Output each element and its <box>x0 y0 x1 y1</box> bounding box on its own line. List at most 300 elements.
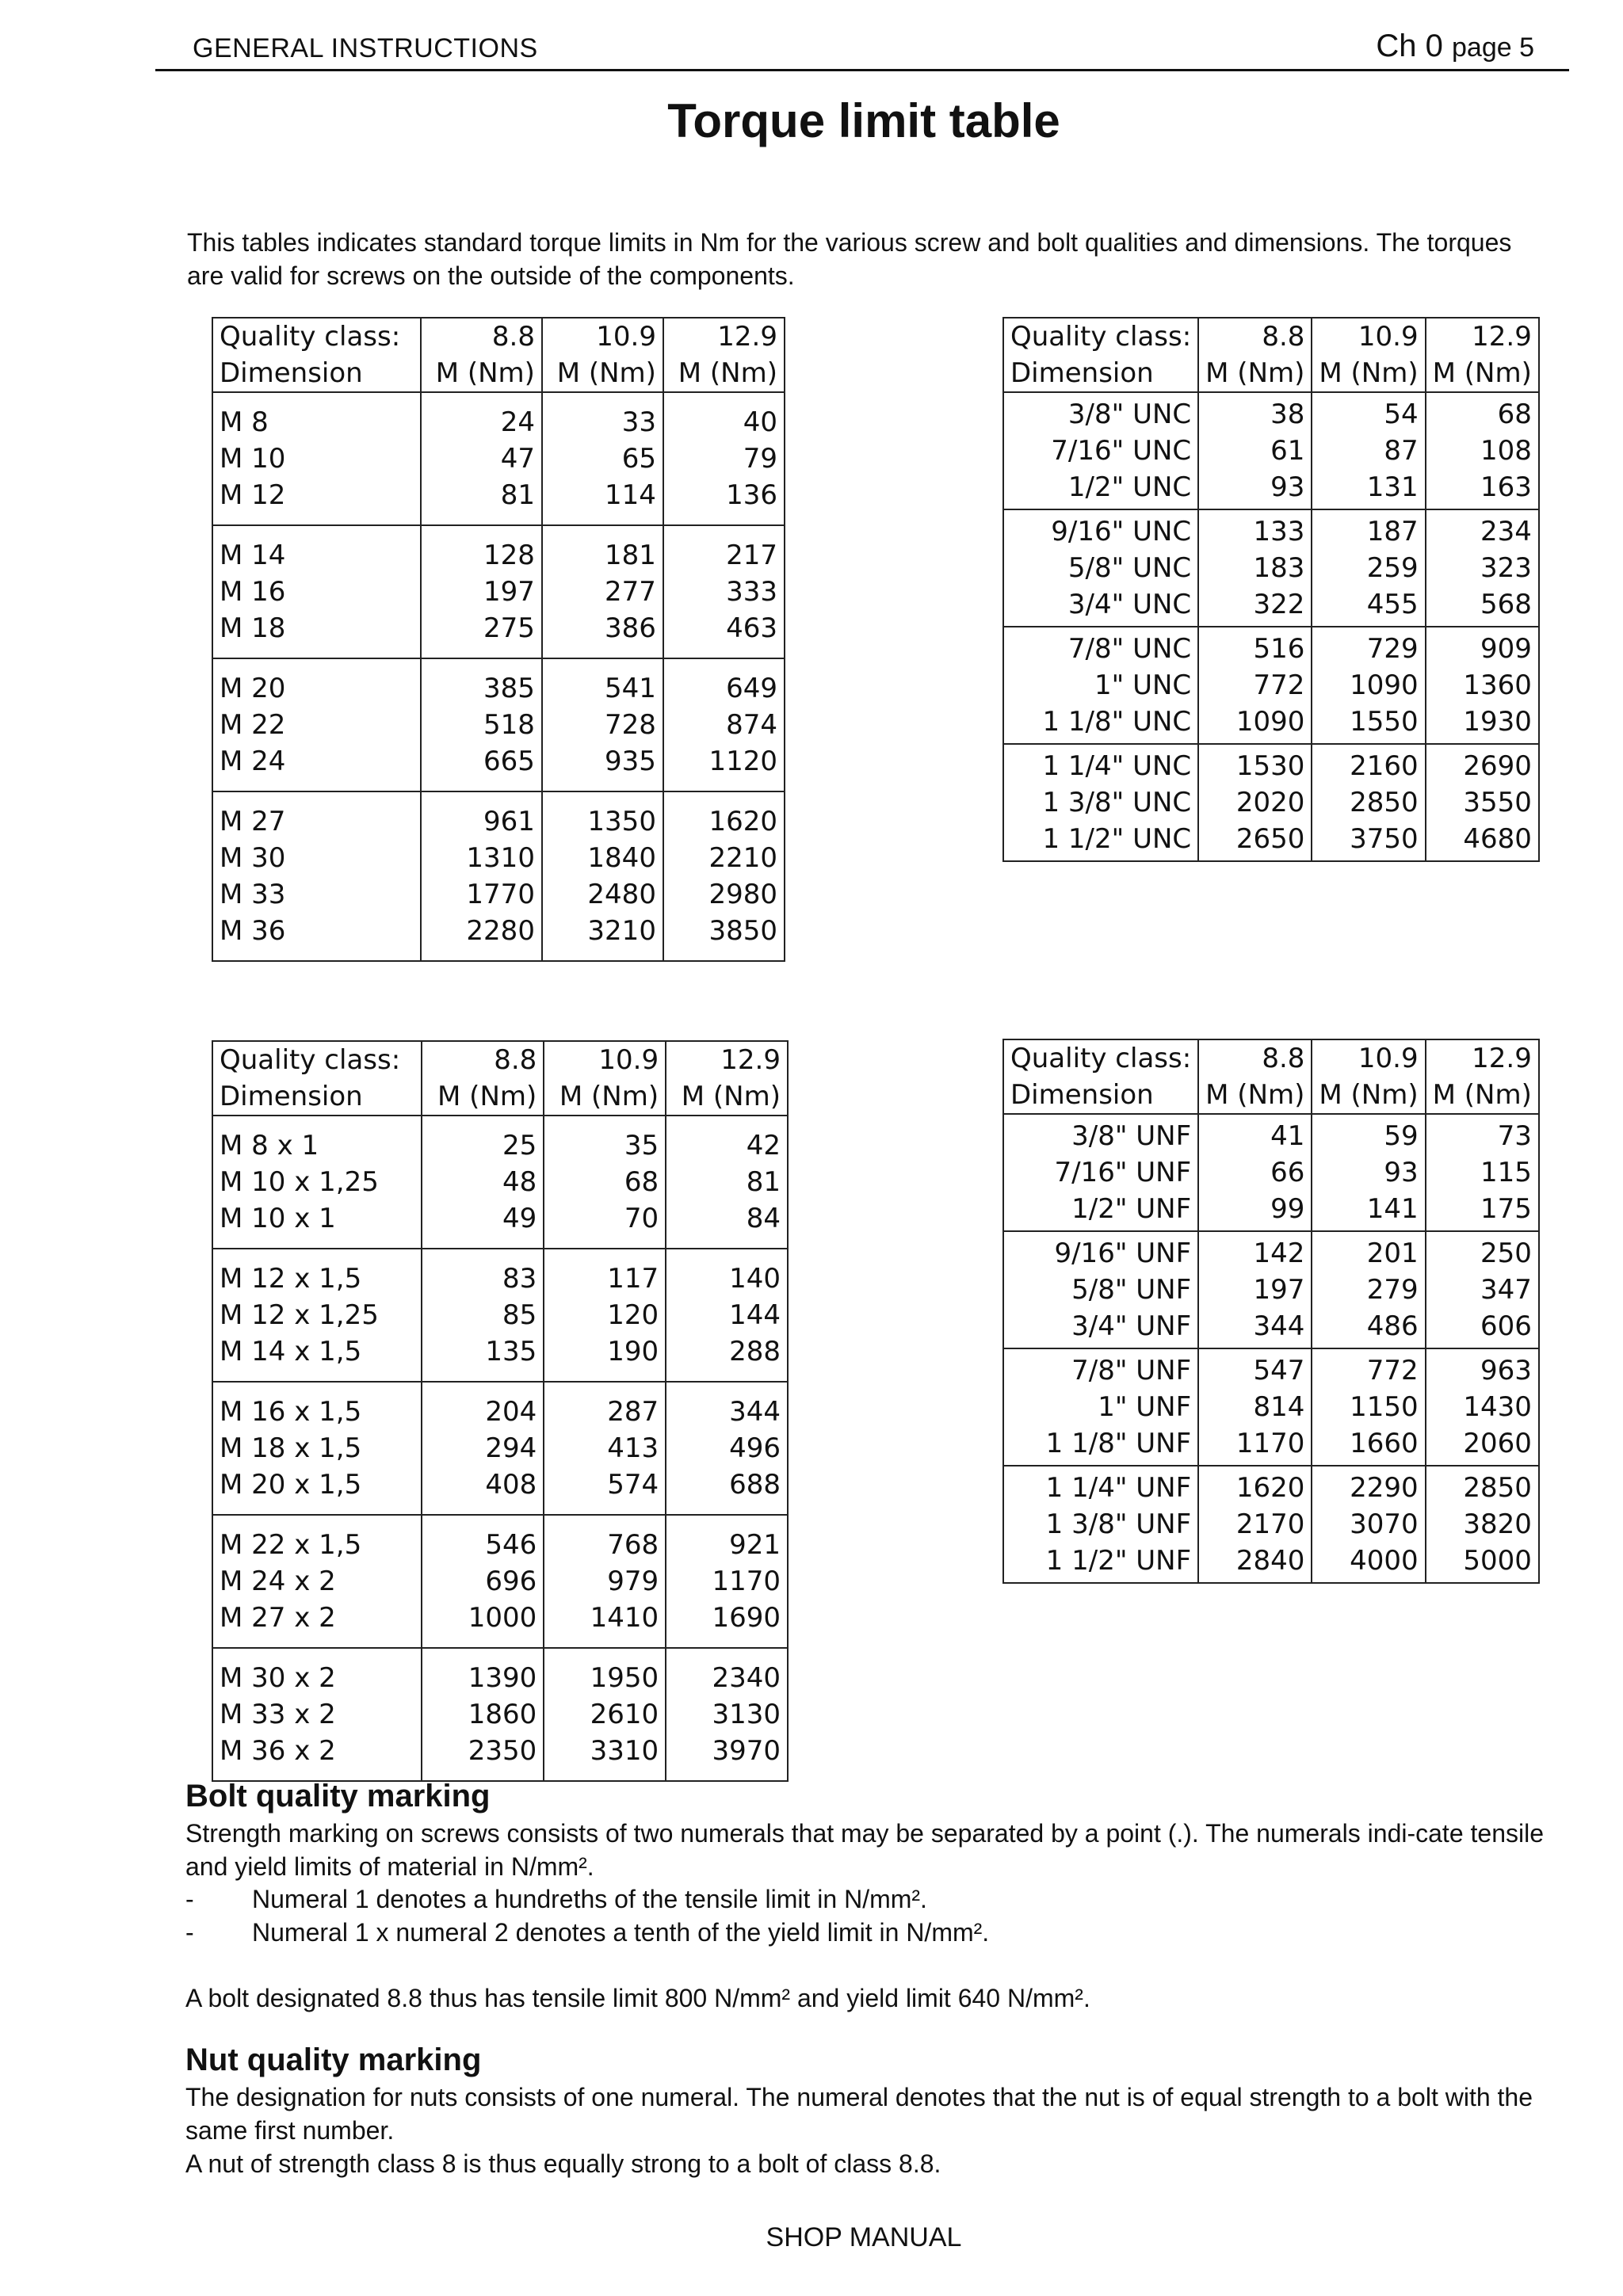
torque-cell: 25 <box>422 1116 544 1164</box>
header-dimension: Dimension <box>212 355 421 392</box>
table-row <box>1003 1506 1539 1543</box>
header-class: 10.9 <box>544 1041 666 1078</box>
dimension-cell: M 8 <box>220 406 269 438</box>
torque-cell: 322 <box>1198 586 1312 627</box>
torque-cell: 197 <box>421 574 542 610</box>
torque-cell: 1430 <box>1426 1389 1539 1425</box>
torque-cell: 87 <box>1312 433 1425 469</box>
torque-cell: 665 <box>421 743 542 791</box>
torque-cell: 181 <box>542 525 663 574</box>
header-unit: M (Nm) <box>663 355 785 392</box>
table-row <box>212 610 785 658</box>
torque-cell: 275 <box>421 610 542 658</box>
torque-cell: 728 <box>542 707 663 743</box>
torque-cell: 1410 <box>544 1600 666 1648</box>
bullet-text: Numeral 1 denotes a hundreths of the tensile limit in N/mm². <box>252 1885 927 1913</box>
torque-cell: 48 <box>422 1164 544 1200</box>
torque-cell: 541 <box>542 658 663 707</box>
torque-cell: 1770 <box>421 876 542 913</box>
torque-cell: 279 <box>1312 1272 1425 1308</box>
table-row <box>212 574 785 610</box>
header-class: 10.9 <box>542 318 663 355</box>
torque-cell: 2020 <box>1198 784 1312 821</box>
torque-cell: 204 <box>422 1382 544 1430</box>
torque-cell: 83 <box>422 1249 544 1297</box>
table-row <box>1003 704 1539 744</box>
dimension-cell: M 12 <box>212 477 421 525</box>
dimension-cell: M 33 <box>220 879 286 910</box>
torque-cell: 385 <box>421 658 542 707</box>
torque-cell: 3310 <box>544 1733 666 1781</box>
header-dimension: Dimension <box>212 1078 422 1116</box>
header-quality-class: Quality class: <box>1010 321 1192 353</box>
dimension-cell: M 27 <box>220 806 286 837</box>
torque-cell: 144 <box>666 1297 788 1333</box>
bullet-dash: - <box>185 1918 194 1947</box>
dimension-cell: 9/16" UNC <box>1051 516 1192 547</box>
torque-cell: 3970 <box>666 1733 788 1781</box>
torque-cell: 921 <box>666 1515 788 1563</box>
dimension-cell: 1 3/8" UNC <box>1042 787 1192 818</box>
dimension-cell: 7/16" UNC <box>1051 435 1192 467</box>
dimension-cell: M 36 <box>212 913 421 961</box>
torque-cell: 59 <box>1312 1114 1425 1154</box>
torque-cell: 47 <box>421 441 542 477</box>
table-row <box>1003 1466 1539 1506</box>
header-unit: M (Nm) <box>422 1078 544 1116</box>
dimension-cell: M 16 x 1,5 <box>220 1396 362 1428</box>
torque-cell: 1930 <box>1426 704 1539 744</box>
dimension-cell: M 36 x 2 <box>212 1733 422 1781</box>
torque-cell: 294 <box>422 1430 544 1466</box>
torque-cell: 574 <box>544 1466 666 1515</box>
dimension-cell: M 18 <box>212 610 421 658</box>
torque-cell: 486 <box>1312 1308 1425 1348</box>
torque-cell: 2840 <box>1198 1543 1312 1583</box>
torque-cell: 35 <box>544 1116 666 1164</box>
torque-cell: 66 <box>1198 1154 1312 1191</box>
torque-table-unf <box>1002 1039 1540 1584</box>
dimension-cell: M 30 <box>220 842 286 874</box>
table-row <box>1003 821 1539 861</box>
torque-cell: 250 <box>1426 1231 1539 1272</box>
dimension-cell: M 20 <box>220 673 286 704</box>
dimension-cell: 1/2" UNF <box>1003 1191 1198 1231</box>
torque-cell: 141 <box>1312 1191 1425 1231</box>
table-row <box>1003 1191 1539 1231</box>
table-row <box>1003 1272 1539 1308</box>
torque-cell: 455 <box>1312 586 1425 627</box>
header-section-title: GENERAL INSTRUCTIONS <box>193 33 538 63</box>
table-row <box>212 525 785 574</box>
header-unit: M (Nm) <box>1198 355 1312 392</box>
dimension-cell: M 24 x 2 <box>220 1566 336 1597</box>
header-class: 12.9 <box>1426 1039 1539 1077</box>
torque-cell: 140 <box>666 1249 788 1297</box>
dimension-cell: M 20 x 1,5 <box>212 1466 422 1515</box>
torque-cell: 1150 <box>1312 1389 1425 1425</box>
torque-cell: 99 <box>1198 1191 1312 1231</box>
torque-cell: 3750 <box>1312 821 1425 861</box>
torque-cell: 688 <box>666 1466 788 1515</box>
header-unit: M (Nm) <box>1312 1077 1425 1114</box>
table-row <box>212 1249 788 1297</box>
torque-cell: 42 <box>666 1116 788 1164</box>
header-unit: M (Nm) <box>544 1078 666 1116</box>
torque-cell: 108 <box>1426 433 1539 469</box>
torque-cell: 93 <box>1312 1154 1425 1191</box>
dimension-cell: M 10 x 1,25 <box>220 1166 379 1198</box>
torque-cell: 2690 <box>1426 744 1539 784</box>
table-row <box>212 441 785 477</box>
torque-cell: 874 <box>663 707 785 743</box>
torque-cell: 234 <box>1426 509 1539 550</box>
torque-cell: 190 <box>544 1333 666 1382</box>
table-row <box>1003 1543 1539 1583</box>
table-row <box>212 840 785 876</box>
table-row <box>1003 627 1539 667</box>
torque-cell: 197 <box>1198 1272 1312 1308</box>
table-row <box>1003 784 1539 821</box>
table-row <box>1003 1308 1539 1348</box>
intro-paragraph: This tables indicates standard torque limits in Nm for the various screw and bolt qualities and dimensions. The torques are valid for screws on the outside of the components. <box>187 228 1512 290</box>
dimension-cell: M 10 x 1 <box>212 1200 422 1249</box>
table-row <box>212 1116 788 1164</box>
torque-cell: 1310 <box>421 840 542 876</box>
torque-cell: 2650 <box>1198 821 1312 861</box>
torque-cell: 323 <box>1426 550 1539 586</box>
header-unit: M (Nm) <box>1426 355 1539 392</box>
torque-cell: 5000 <box>1426 1543 1539 1583</box>
torque-cell: 120 <box>544 1297 666 1333</box>
torque-cell: 81 <box>666 1164 788 1200</box>
dimension-cell: M 10 <box>220 443 286 475</box>
torque-cell: 133 <box>1198 509 1312 550</box>
nut-marking-example: A nut of strength class 8 is thus equally strong to a bolt of class 8.8. <box>185 2149 941 2178</box>
header-rule <box>155 69 1569 71</box>
torque-cell: 386 <box>542 610 663 658</box>
torque-cell: 1690 <box>666 1600 788 1648</box>
torque-cell: 38 <box>1198 392 1312 433</box>
torque-cell: 1090 <box>1312 667 1425 704</box>
header-class: 8.8 <box>1198 1039 1312 1077</box>
torque-cell: 1170 <box>1198 1425 1312 1466</box>
torque-cell: 175 <box>1426 1191 1539 1231</box>
table-row <box>212 1164 788 1200</box>
torque-cell: 1120 <box>663 743 785 791</box>
table-row <box>212 392 785 441</box>
torque-cell: 2280 <box>421 913 542 961</box>
torque-cell: 70 <box>544 1200 666 1249</box>
torque-cell: 4680 <box>1426 821 1539 861</box>
torque-cell: 3210 <box>542 913 663 961</box>
table-row <box>212 1333 788 1382</box>
torque-cell: 1090 <box>1198 704 1312 744</box>
table-row <box>212 1466 788 1515</box>
torque-cell: 909 <box>1426 627 1539 667</box>
dimension-cell: 1 1/8" UNF <box>1003 1425 1198 1466</box>
torque-cell: 183 <box>1198 550 1312 586</box>
torque-cell: 117 <box>544 1249 666 1297</box>
torque-cell: 1350 <box>542 791 663 840</box>
dimension-cell: M 27 x 2 <box>212 1600 422 1648</box>
torque-cell: 85 <box>422 1297 544 1333</box>
header-quality-class: Quality class: <box>220 1044 401 1076</box>
dimension-cell: 1" UNF <box>1098 1391 1192 1423</box>
torque-cell: 935 <box>542 743 663 791</box>
torque-cell: 963 <box>1426 1348 1539 1389</box>
table-row <box>212 1696 788 1733</box>
torque-cell: 333 <box>663 574 785 610</box>
header-dimension: Dimension <box>1003 1077 1198 1114</box>
torque-cell: 1950 <box>544 1648 666 1696</box>
bolt-marking-example: A bolt designated 8.8 thus has tensile limit 800 N/mm² and yield limit 640 N/mm². <box>185 1984 1090 2012</box>
torque-cell: 2160 <box>1312 744 1425 784</box>
torque-cell: 115 <box>1426 1154 1539 1191</box>
torque-cell: 649 <box>663 658 785 707</box>
header-unit: M (Nm) <box>542 355 663 392</box>
torque-cell: 1000 <box>422 1600 544 1648</box>
torque-cell: 979 <box>544 1563 666 1600</box>
dimension-cell: M 8 x 1 <box>220 1130 319 1161</box>
table-row <box>212 913 785 961</box>
torque-cell: 546 <box>422 1515 544 1563</box>
dimension-cell: 3/8" UNF <box>1071 1120 1192 1152</box>
table-row <box>1003 744 1539 784</box>
dimension-cell: 3/4" UNC <box>1003 586 1198 627</box>
dimension-cell: 7/8" UNF <box>1071 1355 1192 1386</box>
torque-cell: 1530 <box>1198 744 1312 784</box>
table-row <box>1003 667 1539 704</box>
header-class: 10.9 <box>1312 1039 1425 1077</box>
torque-cell: 2480 <box>542 876 663 913</box>
page-title: Torque limit table <box>667 94 1060 147</box>
page-footer: SHOP MANUAL <box>766 2222 962 2252</box>
header-chapter: Ch 0 <box>1376 29 1443 63</box>
torque-cell: 2210 <box>663 840 785 876</box>
header-dimension: Dimension <box>1003 355 1198 392</box>
torque-table-unc <box>1002 317 1540 862</box>
table-row <box>1003 1154 1539 1191</box>
dimension-cell: 3/8" UNC <box>1067 399 1192 430</box>
dimension-cell: 5/8" UNC <box>1067 552 1192 584</box>
dimension-cell: 1 1/4" UNC <box>1042 750 1192 782</box>
header-class: 12.9 <box>663 318 785 355</box>
table-row <box>212 1430 788 1466</box>
header-class: 10.9 <box>1312 318 1425 355</box>
dimension-cell: 1 1/8" UNC <box>1003 704 1198 744</box>
torque-cell: 84 <box>666 1200 788 1249</box>
torque-cell: 1660 <box>1312 1425 1425 1466</box>
dimension-cell: M 30 x 2 <box>220 1662 336 1694</box>
torque-cell: 814 <box>1198 1389 1312 1425</box>
torque-cell: 961 <box>421 791 542 840</box>
dimension-cell: 1 1/4" UNF <box>1045 1472 1192 1504</box>
torque-cell: 772 <box>1198 667 1312 704</box>
torque-cell: 288 <box>666 1333 788 1382</box>
torque-cell: 408 <box>422 1466 544 1515</box>
header-unit: M (Nm) <box>421 355 542 392</box>
dimension-cell: M 12 x 1,25 <box>220 1299 379 1331</box>
dimension-cell: M 22 <box>220 709 286 741</box>
header-quality-class: Quality class: <box>220 321 401 353</box>
header-unit: M (Nm) <box>1426 1077 1539 1114</box>
torque-cell: 68 <box>544 1164 666 1200</box>
torque-cell: 201 <box>1312 1231 1425 1272</box>
dimension-cell: M 22 x 1,5 <box>220 1529 362 1561</box>
table-row <box>212 707 785 743</box>
torque-cell: 287 <box>544 1382 666 1430</box>
table-row <box>212 1382 788 1430</box>
dimension-cell: 1/2" UNC <box>1003 469 1198 509</box>
dimension-cell: 7/8" UNC <box>1067 633 1192 665</box>
torque-cell: 4000 <box>1312 1543 1425 1583</box>
torque-cell: 24 <box>421 392 542 441</box>
dimension-cell: 1" UNC <box>1094 669 1192 701</box>
torque-cell: 1170 <box>666 1563 788 1600</box>
torque-cell: 3130 <box>666 1696 788 1733</box>
table-row <box>212 477 785 525</box>
torque-cell: 696 <box>422 1563 544 1600</box>
torque-cell: 1390 <box>422 1648 544 1696</box>
torque-cell: 49 <box>422 1200 544 1249</box>
table-row <box>212 1600 788 1648</box>
torque-cell: 413 <box>544 1430 666 1466</box>
dimension-cell: 7/16" UNF <box>1054 1157 1192 1188</box>
torque-cell: 768 <box>544 1515 666 1563</box>
table-row <box>212 1297 788 1333</box>
table-row <box>212 743 785 791</box>
torque-cell: 136 <box>663 477 785 525</box>
torque-cell: 2610 <box>544 1696 666 1733</box>
table-row <box>1003 1348 1539 1389</box>
torque-cell: 135 <box>422 1333 544 1382</box>
torque-cell: 217 <box>663 525 785 574</box>
table-row <box>1003 392 1539 433</box>
torque-cell: 259 <box>1312 550 1425 586</box>
header-unit: M (Nm) <box>666 1078 788 1116</box>
torque-cell: 41 <box>1198 1114 1312 1154</box>
header-class: 12.9 <box>666 1041 788 1078</box>
torque-cell: 2850 <box>1312 784 1425 821</box>
torque-cell: 2170 <box>1198 1506 1312 1543</box>
torque-cell: 547 <box>1198 1348 1312 1389</box>
table-row <box>212 1648 788 1696</box>
bullet-dash: - <box>185 1885 194 1913</box>
table-row <box>212 1733 788 1781</box>
table-row <box>1003 433 1539 469</box>
dimension-cell: 9/16" UNF <box>1054 1238 1192 1269</box>
bolt-marking-heading: Bolt quality marking <box>185 1779 491 1814</box>
torque-cell: 3550 <box>1426 784 1539 821</box>
torque-cell: 1840 <box>542 840 663 876</box>
torque-cell: 1550 <box>1312 704 1425 744</box>
header-page-number: page 5 <box>1452 32 1534 63</box>
table-row <box>1003 509 1539 550</box>
table-row <box>212 1563 788 1600</box>
torque-cell: 496 <box>666 1430 788 1466</box>
nut-marking-heading: Nut quality marking <box>185 2042 482 2077</box>
torque-cell: 3070 <box>1312 1506 1425 1543</box>
torque-cell: 73 <box>1426 1114 1539 1154</box>
dimension-cell: M 18 x 1,5 <box>220 1432 362 1464</box>
torque-cell: 65 <box>542 441 663 477</box>
torque-table-metric-coarse <box>212 317 785 962</box>
torque-cell: 33 <box>542 392 663 441</box>
torque-cell: 2340 <box>666 1648 788 1696</box>
table-row <box>1003 1389 1539 1425</box>
header-class: 8.8 <box>421 318 542 355</box>
table-row <box>1003 586 1539 627</box>
header-class: 12.9 <box>1426 318 1539 355</box>
torque-cell: 277 <box>542 574 663 610</box>
torque-cell: 2290 <box>1312 1466 1425 1506</box>
table-row <box>1003 1425 1539 1466</box>
dimension-cell: M 24 <box>212 743 421 791</box>
torque-cell: 128 <box>421 525 542 574</box>
torque-cell: 2850 <box>1426 1466 1539 1506</box>
torque-cell: 2980 <box>663 876 785 913</box>
torque-cell: 1620 <box>663 791 785 840</box>
table-row <box>1003 1231 1539 1272</box>
dimension-cell: 1 3/8" UNF <box>1045 1508 1192 1540</box>
torque-cell: 1860 <box>422 1696 544 1733</box>
header-quality-class: Quality class: <box>1010 1043 1192 1074</box>
torque-cell: 40 <box>663 392 785 441</box>
torque-cell: 142 <box>1198 1231 1312 1272</box>
table-row <box>212 876 785 913</box>
torque-cell: 68 <box>1426 392 1539 433</box>
dimension-cell: M 16 <box>220 576 286 608</box>
bolt-marking-text: Strength marking on screws consists of two numerals that may be separated by a point (.). The numerals indi-cate tensile and yield limits of material in N/mm². <box>185 1819 1544 1881</box>
torque-cell: 3820 <box>1426 1506 1539 1543</box>
dimension-cell: 1 1/2" UNF <box>1003 1543 1198 1583</box>
dimension-cell: 5/8" UNF <box>1071 1274 1192 1306</box>
table-row <box>212 1200 788 1249</box>
nut-marking-text: The designation for nuts consists of one numeral. The numeral denotes that the nut is of equal strength to a bolt with the same first number. <box>185 2083 1533 2145</box>
table-row <box>1003 469 1539 509</box>
torque-cell: 1620 <box>1198 1466 1312 1506</box>
torque-cell: 54 <box>1312 392 1425 433</box>
torque-cell: 2350 <box>422 1733 544 1781</box>
torque-cell: 347 <box>1426 1272 1539 1308</box>
torque-cell: 1360 <box>1426 667 1539 704</box>
torque-cell: 131 <box>1312 469 1425 509</box>
header-class: 8.8 <box>422 1041 544 1078</box>
bullet-text: Numeral 1 x numeral 2 denotes a tenth of the yield limit in N/mm². <box>252 1918 990 1947</box>
torque-cell: 568 <box>1426 586 1539 627</box>
dimension-cell: M 12 x 1,5 <box>220 1263 362 1295</box>
torque-table-metric-fine <box>212 1040 789 1782</box>
torque-cell: 187 <box>1312 509 1425 550</box>
table-row <box>212 1515 788 1563</box>
torque-cell: 3850 <box>663 913 785 961</box>
torque-cell: 516 <box>1198 627 1312 667</box>
torque-cell: 114 <box>542 477 663 525</box>
dimension-cell: M 33 x 2 <box>220 1699 336 1730</box>
dimension-cell: 3/4" UNF <box>1003 1308 1198 1348</box>
header-unit: M (Nm) <box>1312 355 1425 392</box>
torque-cell: 729 <box>1312 627 1425 667</box>
torque-cell: 81 <box>421 477 542 525</box>
torque-cell: 93 <box>1198 469 1312 509</box>
table-row <box>1003 1114 1539 1154</box>
torque-cell: 463 <box>663 610 785 658</box>
table-row <box>212 658 785 707</box>
torque-cell: 2060 <box>1426 1425 1539 1466</box>
torque-cell: 79 <box>663 441 785 477</box>
table-row <box>212 791 785 840</box>
